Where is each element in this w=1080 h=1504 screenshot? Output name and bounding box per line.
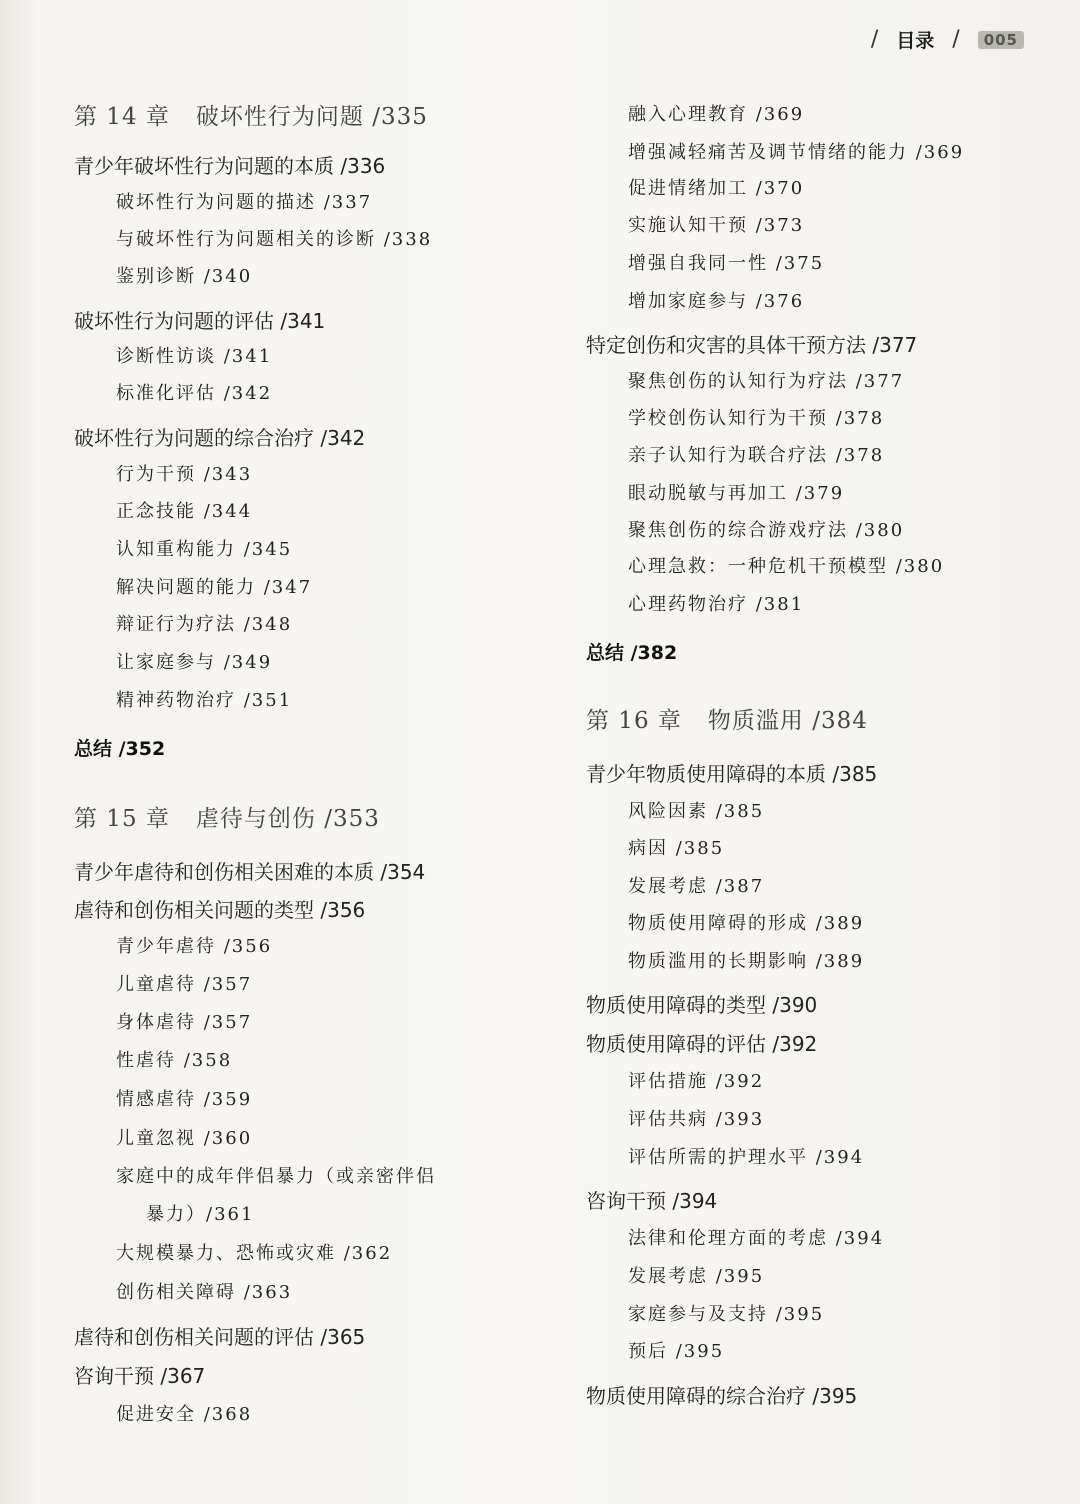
toc-section-entry: 咨询干预 /394	[586, 1189, 718, 1213]
toc-subsection-entry: 心理急救：一种危机干预模型 /380	[628, 556, 945, 577]
chapter-number: 第 15 章	[74, 806, 170, 832]
toc-section-entry: 虐待和创伤相关问题的评估 /365	[74, 1325, 366, 1349]
toc-subsection-entry: 学校创伤认知行为干预 /378	[628, 408, 885, 429]
toc-summary-entry: 总结 /352	[74, 738, 166, 760]
toc-subsection-entry: 解决问题的能力 /347	[116, 577, 313, 598]
toc-subsection-entry: 发展考虑 /387	[628, 876, 765, 897]
toc-section-entry: 青少年破坏性行为问题的本质 /336	[74, 154, 386, 178]
toc-subsection-entry: 物质使用障碍的形成 /389	[628, 913, 865, 934]
chapter-heading	[74, 800, 380, 833]
toc-section-entry: 物质使用障碍的评估 /392	[586, 1032, 818, 1056]
toc-subsection-entry: 增强自我同一性 /375	[628, 253, 825, 274]
toc-subsection-entry: 聚焦创伤的认知行为疗法 /377	[628, 371, 905, 392]
toc-subsection-entry: 法律和伦理方面的考虑 /394	[628, 1228, 885, 1249]
toc-subsection-entry: 聚焦创伤的综合游戏疗法 /380	[628, 520, 905, 541]
chapter-title: 破坏性行为问题 /335	[195, 104, 428, 130]
toc-subsection-entry: 诊断性访谈 /341	[116, 346, 273, 367]
toc-subsection-entry: 精神药物治疗 /351	[116, 690, 293, 711]
toc-section-entry: 物质使用障碍的综合治疗 /395	[586, 1384, 858, 1408]
toc-subsection-entry: 促进情绪加工 /370	[628, 178, 805, 199]
toc-subsection-entry: 增加家庭参与 /376	[628, 291, 805, 312]
toc-section-entry: 虐待和创伤相关问题的类型 /356	[74, 898, 366, 922]
toc-section-entry: 青少年虐待和创伤相关困难的本质 /354	[74, 860, 426, 884]
header-divider: /	[952, 27, 960, 52]
toc-subsection-entry: 心理药物治疗 /381	[628, 594, 805, 615]
chapter-heading	[74, 98, 428, 131]
toc-subsection-entry: 标准化评估 /342	[116, 383, 273, 404]
toc-subsection-entry: 风险因素 /385	[628, 801, 765, 822]
toc-section-entry: 咨询干预 /367	[74, 1364, 206, 1388]
toc-subsection-entry: 儿童虐待 /357	[116, 974, 253, 995]
toc-subsection-entry: 青少年虐待 /356	[116, 936, 273, 957]
header-section-title: 目录	[896, 30, 935, 52]
toc-subsection-entry: 创伤相关障碍 /363	[116, 1282, 293, 1303]
chapter-title: 物质滥用 /384	[707, 708, 868, 734]
toc-subsection-entry: 亲子认知行为联合疗法 /378	[628, 445, 885, 466]
toc-section-entry: 破坏性行为问题的综合治疗 /342	[74, 426, 366, 450]
toc-subsection-entry: 评估所需的护理水平 /394	[628, 1147, 865, 1168]
toc-subsection-entry: 鉴别诊断 /340	[116, 266, 253, 287]
toc-subsection-entry: 融入心理教育 /369	[628, 104, 805, 125]
toc-subsection-entry: 评估措施 /392	[628, 1071, 765, 1092]
header-divider: /	[870, 27, 879, 52]
page-number: 005	[978, 31, 1024, 49]
toc-subsection-entry: 暴力）/361	[146, 1204, 255, 1225]
toc-section-entry: 物质使用障碍的类型 /390	[586, 993, 818, 1017]
toc-subsection-entry: 实施认知干预 /373	[628, 215, 805, 236]
toc-section-entry: 特定创伤和灾害的具体干预方法 /377	[586, 333, 918, 357]
toc-section-entry: 破坏性行为问题的评估 /341	[74, 309, 326, 333]
toc-subsection-entry: 身体虐待 /357	[116, 1012, 253, 1033]
toc-subsection-entry: 性虐待 /358	[116, 1050, 233, 1071]
toc-subsection-entry: 正念技能 /344	[116, 501, 253, 522]
toc-subsection-entry: 大规模暴力、恐怖或灾难 /362	[116, 1243, 393, 1264]
toc-subsection-entry: 破坏性行为问题的描述 /337	[116, 192, 373, 213]
toc-section-entry: 青少年物质使用障碍的本质 /385	[586, 762, 878, 786]
toc-subsection-entry: 病因 /385	[628, 838, 725, 859]
chapter-title: 虐待与创伤 /353	[195, 806, 380, 832]
toc-subsection-entry: 让家庭参与 /349	[116, 652, 273, 673]
toc-subsection-entry: 情感虐待 /359	[116, 1089, 253, 1110]
chapter-heading	[586, 702, 868, 735]
toc-subsection-entry: 家庭中的成年伴侣暴力（或亲密伴侣	[116, 1166, 436, 1187]
toc-subsection-entry: 物质滥用的长期影响 /389	[628, 951, 865, 972]
toc-subsection-entry: 发展考虑 /395	[628, 1266, 765, 1287]
chapter-number: 第 16 章	[586, 708, 682, 734]
toc-subsection-entry: 儿童忽视 /360	[116, 1128, 253, 1149]
toc-subsection-entry: 与破坏性行为问题相关的诊断 /338	[116, 229, 433, 250]
toc-subsection-entry: 家庭参与及支持 /395	[628, 1304, 825, 1325]
toc-subsection-entry: 认知重构能力 /345	[116, 539, 293, 560]
toc-subsection-entry: 促进安全 /368	[116, 1404, 253, 1425]
toc-subsection-entry: 预后 /395	[628, 1341, 725, 1362]
toc-subsection-entry: 评估共病 /393	[628, 1109, 765, 1130]
chapter-number: 第 14 章	[74, 104, 170, 130]
toc-subsection-entry: 行为干预 /343	[116, 464, 253, 485]
toc-subsection-entry: 眼动脱敏与再加工 /379	[628, 483, 845, 504]
toc-summary-entry: 总结 /382	[586, 642, 678, 664]
toc-subsection-entry: 增强减轻痛苦及调节情绪的能力 /369	[628, 142, 965, 163]
page-header	[871, 26, 1024, 53]
toc-subsection-entry: 辩证行为疗法 /348	[116, 614, 293, 635]
